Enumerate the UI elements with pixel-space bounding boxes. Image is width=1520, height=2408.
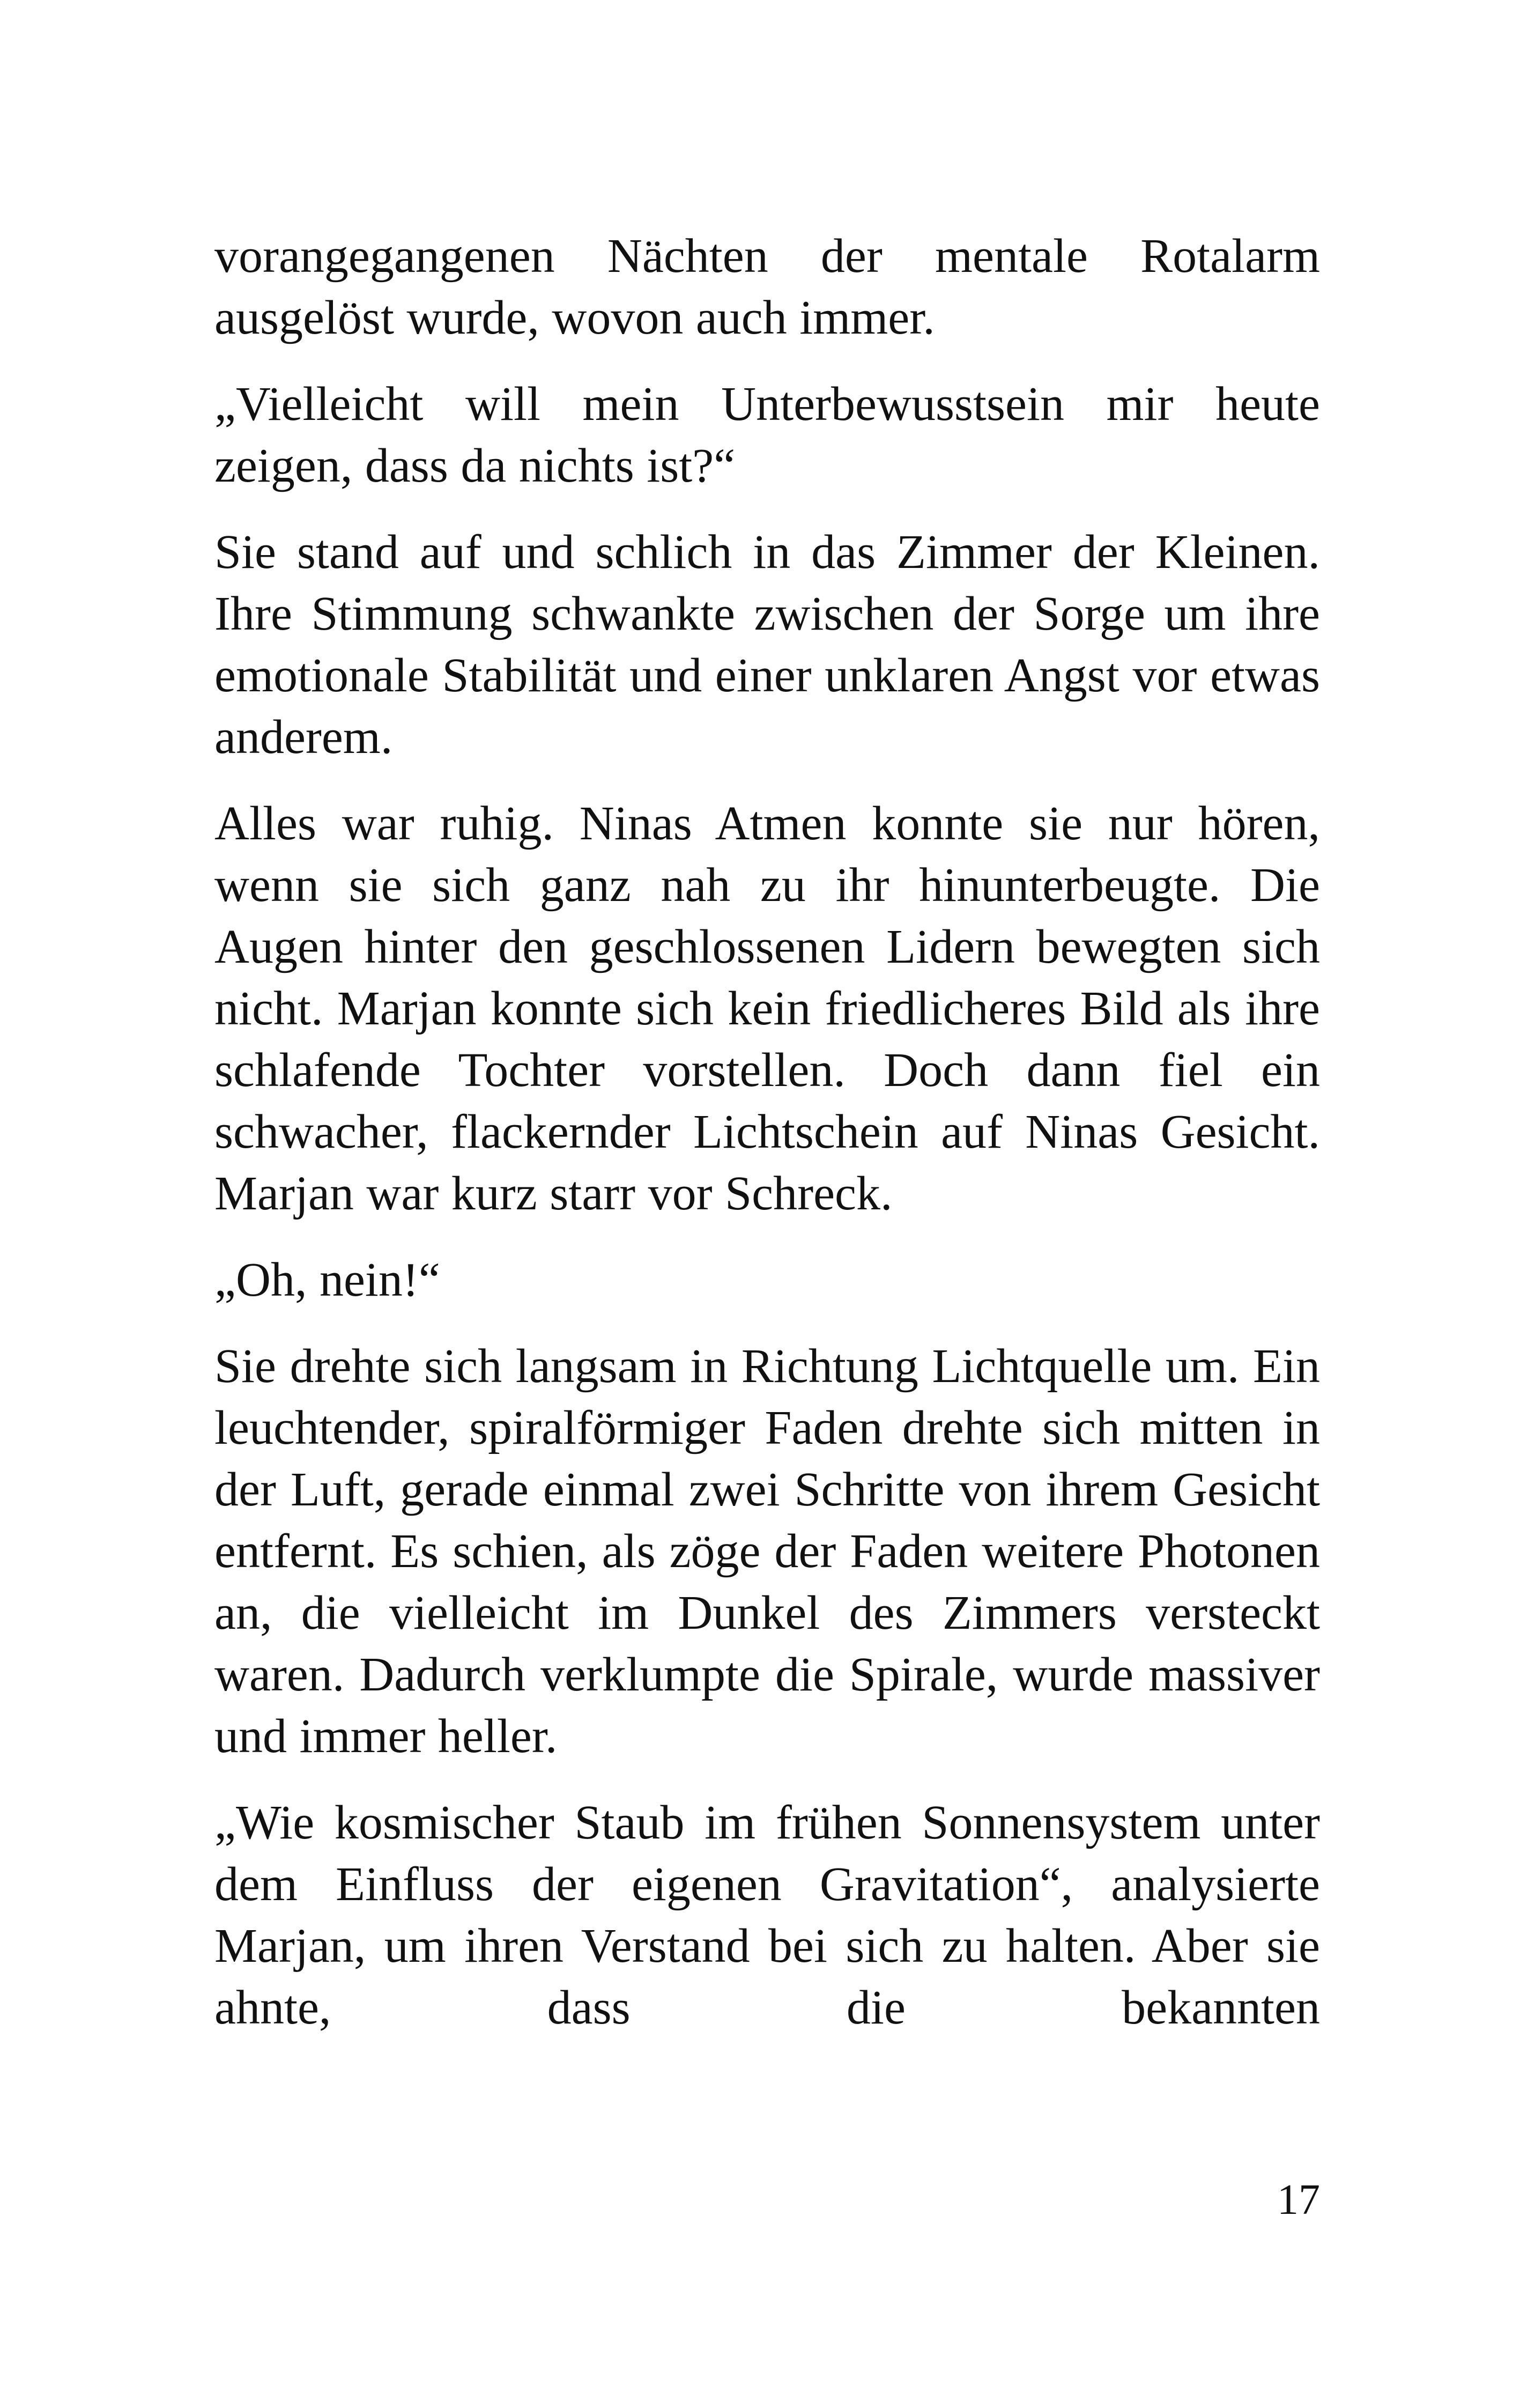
- paragraph-5: „Oh, nein!“: [214, 1253, 440, 1306]
- paragraph-3: Sie stand auf und schlich in das Zimmer der Kleinen. Ihre Stimmung schwankte zwischen der Sorge um ihre emotionale Stabilität und einer unklaren Angst vor etwas anderem.: [214, 526, 1320, 764]
- paragraph-1: vorangegangenen Nächten der mentale Rotalarm ausgelöst wurde, wovon auch immer.: [214, 230, 1320, 344]
- page-number: 17: [1277, 2176, 1320, 2224]
- paragraph-7: „Wie kosmischer Staub im frühen Sonnensystem unter dem Einfluss der eigenen Gravitation“, analysierte Marjan, um ihren Verstand bei sich zu halten. Aber sie ahnte, dass die bekannten: [214, 1796, 1320, 2034]
- paragraph-4: Alles war ruhig. Ninas Atmen konnte sie nur hören, wenn sie sich ganz nah zu ihr hinunterbeugte. Die Augen hinter den geschlossenen Lidern bewegten sich nicht. Marjan konnte sich kein friedlicheres Bild als ihre schlafende Tochter vorstellen. Doch dann fiel ein schwacher, flackernder Lichtschein auf Ninas Gesicht. Marjan war kurz starr vor Schreck.: [214, 797, 1320, 1220]
- paragraph-6: Sie drehte sich langsam in Richtung Lichtquelle um. Ein leuchtender, spiralförmiger Faden drehte sich mitten in der Luft, gerade einmal zwei Schritte von ihrem Gesicht entfernt. Es schien, als zöge der Faden weitere Photonen an, die vielleicht im Dunkel des Zimmers versteckt waren. Dadurch verklumpte die Spirale, wurde massiver und immer heller.: [214, 1340, 1320, 1763]
- paragraph-2: „Vielleicht will mein Unterbewusstsein mir heute zeigen, dass da nichts ist?“: [214, 378, 1320, 492]
- body-text: [214, 225, 1320, 2063]
